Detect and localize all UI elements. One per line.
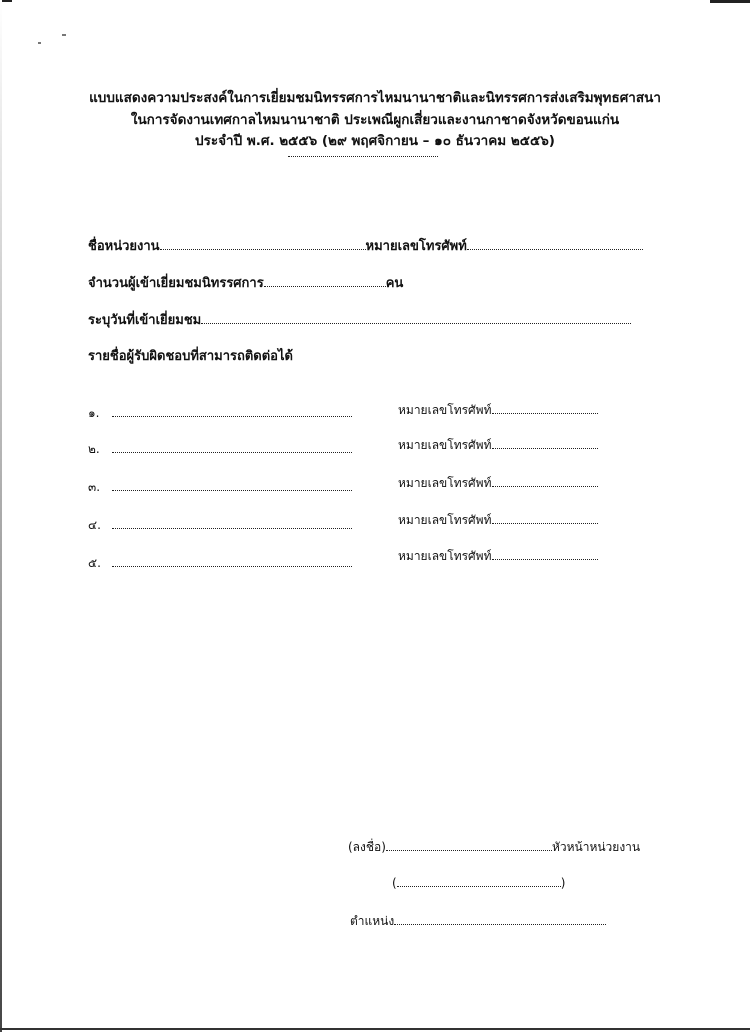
signature-line xyxy=(348,838,640,857)
contact-phone xyxy=(398,401,598,420)
contact-phone-line[interactable] xyxy=(492,547,598,560)
contact-phone-label: หมายเลขโทรศัพท์ xyxy=(398,549,492,563)
contact-row xyxy=(88,404,352,423)
contact-name-line[interactable] xyxy=(112,440,352,453)
form-title-line-1: แบบแสดงความประสงค์ในการเยี่ยมชมนิทรรศการไหมนานาชาติและนิทรรศการส่งเสริมพุทธศาสนา xyxy=(89,90,661,106)
contact-number: ๓. xyxy=(88,480,101,494)
contact-number: ๕. xyxy=(88,556,101,570)
signature-name-input-line[interactable] xyxy=(397,874,561,887)
contact-phone-line[interactable] xyxy=(492,511,598,524)
sign-label: (ลงชื่อ) xyxy=(348,840,386,854)
scan-speck xyxy=(38,42,41,44)
contact-name-line[interactable] xyxy=(112,554,352,567)
visit-date-input-line[interactable] xyxy=(201,311,631,324)
form-title-line-2: ในการจัดงานเทศกาลไหมนานาชาติ ประเพณีผูกเสี่ยวและงานกาชาดจังหวัดขอนแก่น xyxy=(130,112,620,128)
position-line xyxy=(350,912,606,931)
contact-name-line[interactable] xyxy=(112,478,352,491)
position-input-line[interactable] xyxy=(394,912,606,925)
agency-input-line[interactable] xyxy=(160,237,366,250)
title-divider xyxy=(288,154,438,157)
contact-phone xyxy=(398,511,598,530)
visitors-label: จำนวนผู้เข้าเยี่ยมชมนิทรรศการ xyxy=(88,276,264,291)
contact-phone xyxy=(398,436,598,455)
contact-row xyxy=(88,440,352,459)
visit-date-label: ระบุวันที่เข้าเยี่ยมชม xyxy=(88,313,202,328)
contact-number: ๒. xyxy=(88,442,100,456)
contact-row xyxy=(88,554,352,573)
scan-speck xyxy=(62,34,66,36)
contact-phone xyxy=(398,547,598,566)
contact-number: ๔. xyxy=(88,518,101,532)
contact-row xyxy=(88,478,352,497)
position-label: ตำแหน่ง xyxy=(350,914,395,928)
signature-input-line[interactable] xyxy=(386,838,552,851)
visit-date-field xyxy=(88,309,631,330)
close-paren: ) xyxy=(560,876,566,890)
agency-phone-input-line[interactable] xyxy=(467,237,643,250)
agency-field xyxy=(88,235,643,256)
contact-number: ๑. xyxy=(88,406,100,420)
signature-role: หัวหน้าหน่วยงาน xyxy=(551,840,641,854)
visitors-unit: คน xyxy=(385,276,404,291)
scan-edge-left xyxy=(0,0,2,1032)
agency-label: ชื่อหน่วยงาน xyxy=(88,239,160,254)
contacts-heading: รายชื่อผู้รับผิดชอบที่สามารถติดต่อได้ xyxy=(88,349,293,364)
contact-phone-label: หมายเลขโทรศัพท์ xyxy=(398,403,492,417)
contact-phone-label: หมายเลขโทรศัพท์ xyxy=(398,476,492,490)
open-paren: ( xyxy=(392,876,397,890)
contact-phone-line[interactable] xyxy=(492,436,598,449)
signature-name-line xyxy=(392,874,565,890)
scan-edge-top-right xyxy=(710,0,750,3)
contact-phone-label: หมายเลขโทรศัพท์ xyxy=(398,438,492,452)
contact-name-line[interactable] xyxy=(112,404,352,417)
scan-edge-bottom xyxy=(0,1028,750,1030)
contact-row xyxy=(88,516,352,535)
contact-phone-line[interactable] xyxy=(492,401,598,414)
agency-phone-label: หมายเลขโทรศัพท์ xyxy=(365,239,467,254)
form-title-line-3: ประจำปี พ.ศ. ๒๕๕๖ (๒๙ พฤศจิกายน – ๑๐ ธันวาคม ๒๕๕๖) xyxy=(195,133,555,149)
contact-phone-label: หมายเลขโทรศัพท์ xyxy=(398,513,492,527)
contact-name-line[interactable] xyxy=(112,516,352,529)
contact-phone-line[interactable] xyxy=(492,474,598,487)
visitors-input-line[interactable] xyxy=(264,274,386,287)
contact-phone xyxy=(398,474,598,493)
visitors-field xyxy=(88,272,403,293)
